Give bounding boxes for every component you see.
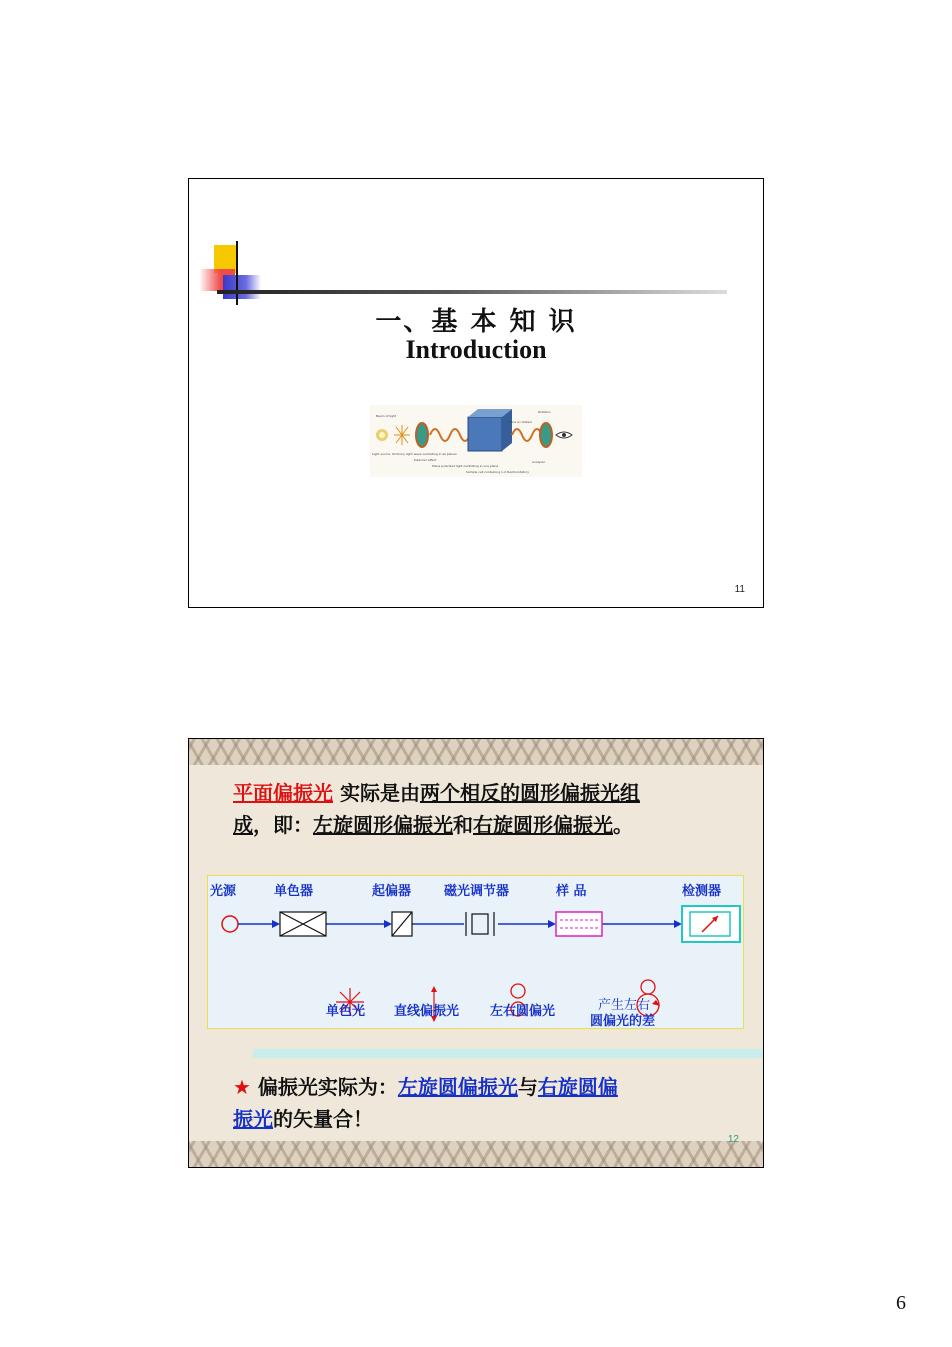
decor-border-bottom bbox=[189, 1141, 763, 1167]
label-circular: 左右圆偏光 bbox=[490, 1004, 556, 1019]
modulator-icon bbox=[466, 912, 494, 936]
label-mono-light: 单色光 bbox=[326, 1004, 366, 1019]
svg-text:Plane polarized light oscillat: Plane polarized light oscillating in one plane bbox=[432, 464, 499, 468]
label-sample: 样 品 bbox=[556, 884, 587, 899]
decor-border-top bbox=[189, 739, 763, 765]
paragraph-vector-sum: ★ 偏振光实际为：左旋圆偏振光与右旋圆偏 振光的矢量合！ bbox=[233, 1075, 618, 1131]
svg-text:Beam of light: Beam of light bbox=[376, 414, 397, 418]
slide-page-number: 12 bbox=[727, 1134, 739, 1145]
optical-path-diagram bbox=[207, 875, 744, 1029]
slide-subtitle: Introduction bbox=[405, 335, 547, 364]
light-source-icon bbox=[222, 916, 238, 932]
polarimeter-illustration bbox=[370, 405, 582, 477]
label-detector: 检测器 bbox=[682, 884, 722, 899]
slide-page-number: 11 bbox=[734, 584, 745, 595]
slide-12 bbox=[188, 738, 764, 1168]
slide-title: 一、基 本 知 识 bbox=[375, 307, 577, 337]
label-source: 光源 bbox=[210, 884, 237, 899]
svg-text:Ordinary light wave oscillatin: Ordinary light wave oscillating in all planes bbox=[392, 452, 457, 456]
svg-text:Light source: Light source bbox=[372, 452, 391, 456]
star-icon: ★ bbox=[233, 1075, 251, 1099]
polarizer-disc bbox=[416, 423, 428, 447]
label-linear: 直线偏振光 bbox=[394, 1004, 460, 1019]
svg-text:Rotation: Rotation bbox=[538, 410, 551, 414]
detector-icon bbox=[682, 906, 740, 942]
label-modulator: 磁光调节器 bbox=[444, 884, 510, 899]
polarizer-icon bbox=[392, 912, 412, 936]
label-diff-1: 产生左右 bbox=[598, 998, 651, 1013]
decor-cyan-bar bbox=[253, 1049, 764, 1058]
decor-blue-square bbox=[223, 275, 261, 299]
svg-text:Sample cell containing 1-2 Dex: Sample cell containing 1-2 Dextrorotatory bbox=[466, 470, 529, 474]
decor-horizontal-line bbox=[217, 290, 727, 294]
sample-cell-icon bbox=[556, 912, 602, 936]
svg-text:Analyzer: Analyzer bbox=[532, 460, 546, 464]
svg-text:Plane is rotated: Plane is rotated bbox=[508, 420, 532, 424]
paragraph-plane-polarized: 平面偏振光 实际是由两个相反的圆形偏振光组 成，即：左旋圆形偏振光和右旋圆形偏振光。 bbox=[233, 781, 640, 837]
label-polarizer: 起偏器 bbox=[372, 884, 412, 899]
document-page-number: 6 bbox=[896, 1292, 906, 1314]
light-bulb-icon bbox=[376, 429, 388, 441]
label-diff-2: 圆偏光的差 bbox=[590, 1014, 656, 1029]
label-mono: 单色器 bbox=[274, 884, 314, 899]
decor-vertical-line bbox=[236, 241, 238, 305]
slide-11 bbox=[188, 178, 764, 608]
svg-text:Polarizer effect: Polarizer effect bbox=[414, 458, 437, 462]
analyzer-disc bbox=[540, 423, 552, 447]
optical-components bbox=[208, 876, 745, 1030]
starburst-icon bbox=[394, 425, 410, 445]
monochromator-icon bbox=[280, 912, 326, 936]
sample-cube bbox=[468, 417, 502, 451]
